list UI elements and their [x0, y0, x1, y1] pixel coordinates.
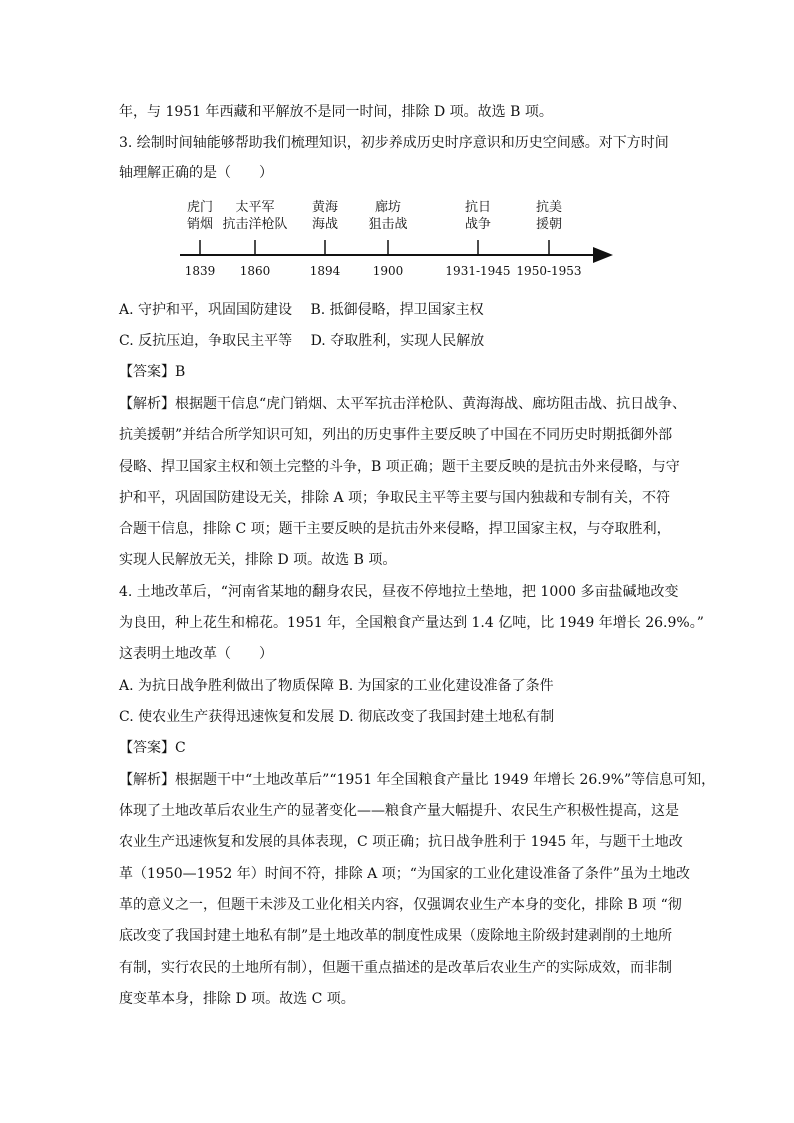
text-line: 年，与 1951 年西藏和平解放不是同一时间，排除 D 项。故选 B 项。 — [119, 104, 553, 120]
analysis-line: 实现人民解放无关，排除 D 项。故选 B 项。 — [119, 552, 397, 568]
event-year: 1894 — [309, 264, 341, 278]
event-label-line1: 抗日 — [464, 200, 492, 215]
timeline-event — [222, 199, 287, 278]
analysis-line: 合题干信息，排除 C 项；题干主要反映的是抗击外来侵略，捍卫国家主权，与夺取胜利， — [119, 521, 671, 537]
event-label-line1: 虎门 — [186, 200, 214, 215]
question-4-stem: 4. 土地改革后，“河南省某地的翻身农民，昼夜不停地拉土垫地，把 1000 多亩盐碱地改变 — [119, 584, 679, 600]
event-label-line1: 廊坊 — [374, 200, 402, 215]
analysis-line: 抗美援朝”并结合所学知识可知，列出的历史事件主要反映了中国在不同历史时期抵御外部 — [119, 427, 673, 443]
analysis-line: 【解析】根据题干中“土地改革后”“1951 年全国粮食产量比 1949 年增长 26.9%”等信息可知， — [119, 772, 716, 788]
event-label-line2: 销烟 — [186, 217, 214, 232]
event-year: 1839 — [184, 264, 216, 278]
analysis-line: 【解析】根据题干信息“虎门销烟、太平军抗击洋枪队、黄海海战、廊坊阻击战、抗日战争、 — [119, 396, 687, 412]
timeline-event — [516, 199, 581, 278]
analysis-line: 有制，实行农民的土地所有制），但题干重点描述的是改革后农业生产的实际成效，而非制 — [119, 960, 672, 976]
option-row-cd: C. 使农业生产获得迅速恢复和发展 D. 彻底改变了我国封建土地私有制 — [119, 709, 555, 725]
analysis-line: 护和平，巩固国防建设无关，排除 A 项；争取民主平等主要与国内独裁和专制有关，不符 — [119, 490, 671, 506]
question-4-stem-cont: 这表明土地改革（ ） — [119, 646, 273, 662]
event-label-line2: 战争 — [464, 217, 492, 232]
timeline-event — [185, 199, 216, 278]
analysis-line: 农业生产迅速恢复和发展的具体表现，C 项正确；抗日战争胜利于 1945 年，与题干土地改 — [119, 834, 683, 850]
analysis-line: 度变革本身，排除 D 项。故选 C 项。 — [119, 991, 355, 1007]
option-row-cd: C. 反抗压迫，争取民主平等 D. 夺取胜利，实现人民解放 — [119, 333, 485, 349]
timeline-event — [310, 200, 341, 278]
analysis-line: 体现了土地改革后农业生产的显著变化——粮食产量大幅提升、农民生产积极性提高，这是 — [119, 803, 679, 819]
timeline-event — [368, 199, 407, 278]
question-4-stem-cont: 为良田，种上花生和棉花。1951 年，全国粮食产量达到 1.4 亿吨，比 1949 年增长 26.9%。” — [119, 615, 704, 631]
timeline-figure — [175, 195, 625, 285]
event-label-line1: 抗美 — [535, 200, 563, 215]
event-label-line1: 太平军 — [235, 200, 275, 215]
event-year: 1860 — [239, 264, 271, 278]
event-year: 1950-1953 — [516, 264, 582, 278]
option-row-ab: A. 为抗日战争胜利做出了物质保障 B. 为国家的工业化建设准备了条件 — [119, 678, 554, 694]
question-3-stem-cont: 轴理解正确的是（ ） — [119, 165, 273, 181]
event-year: 1900 — [372, 264, 404, 278]
analysis-line: 革（1950—1952 年）时间不符，排除 A 项；“为国家的工业化建设准备了条件”虽为土地改 — [119, 866, 691, 882]
analysis-line: 革的意义之一，但题干未涉及工业化相关内容，仅强调农业生产本身的变化，排除 B 项 “彻 — [119, 897, 682, 913]
event-label-line2: 海战 — [311, 217, 339, 232]
event-label-line1: 黄海 — [311, 200, 339, 215]
answer-label: 【答案】B — [119, 364, 186, 380]
event-label-line2: 援朝 — [535, 217, 563, 232]
timeline-event — [445, 199, 510, 278]
answer-label: 【答案】C — [119, 740, 186, 756]
analysis-line: 侵略、捍卫国家主权和领土完整的斗争，B 项正确；题干主要反映的是抗击外来侵略，与守 — [119, 459, 680, 475]
event-year: 1931-1945 — [445, 264, 511, 278]
question-3-stem: 3. 绘制时间轴能够帮助我们梳理知识，初步养成历史时序意识和历史空间感。对下方时间 — [119, 135, 669, 151]
event-label-line2: 抗击洋枪队 — [222, 217, 288, 232]
option-row-ab: A. 守护和平，巩固国防建设 B. 抵御侵略，捍卫国家主权 — [119, 302, 484, 318]
event-label-line2: 狙击战 — [368, 217, 408, 232]
analysis-line: 底改变了我国封建土地私有制”是土地改革的制度性成果（废除地主阶级封建剥削的土地所 — [119, 928, 673, 944]
